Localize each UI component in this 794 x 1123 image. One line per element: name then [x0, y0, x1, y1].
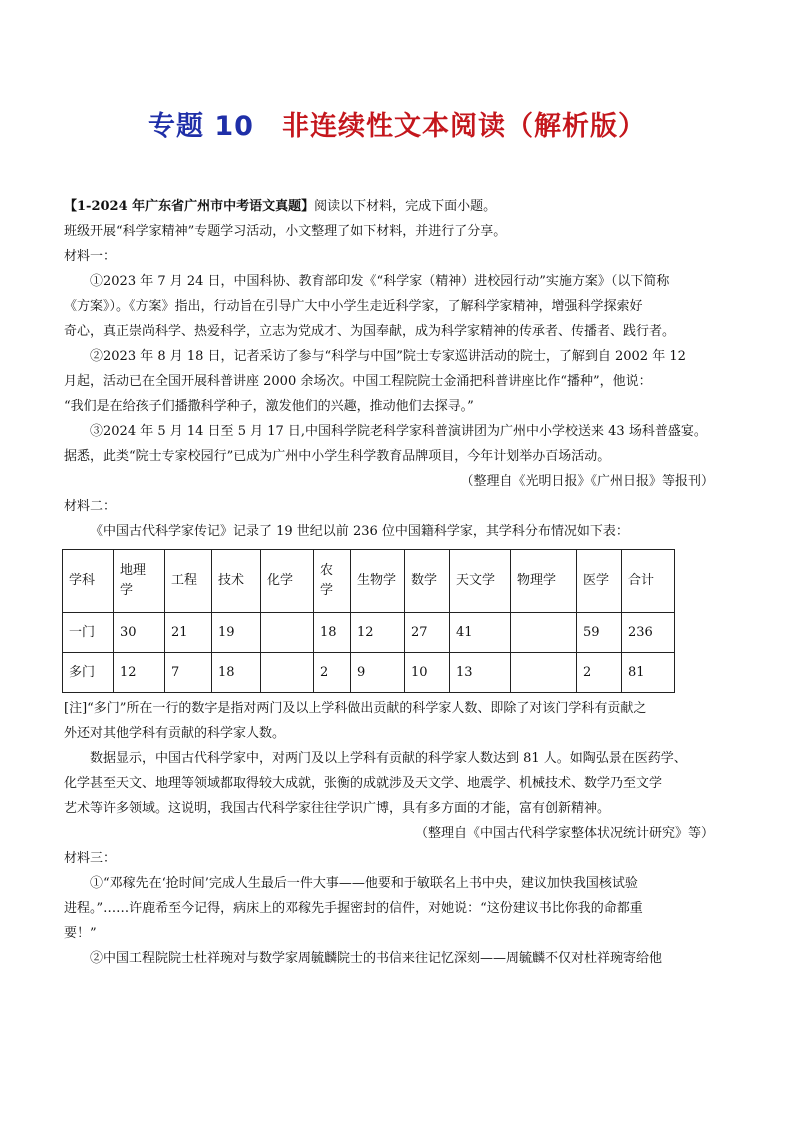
table-cell: 236 [622, 613, 675, 653]
table-cell: 13 [450, 653, 511, 693]
material2-line: 艺术等许多领域。这说明，我国古代科学家往往学识广博，具有多方面的才能，富有创新精神。 [64, 801, 611, 816]
material3-heading: 材料三： [64, 851, 117, 866]
material2-line: 化学甚至天文、地理等领域都取得较大成就，张衡的成就涉及天文学、地震学、机械技术、数学乃至文学 [64, 776, 663, 791]
table-cell: 41 [450, 613, 511, 653]
material3-line: ②中国工程院院士杜祥琬对与数学家周毓麟院士的书信来往记忆深刻——周毓麟不仅对杜祥琬寄给他 [90, 951, 663, 966]
table-cell: 21 [165, 613, 212, 653]
table-cell: 27 [405, 613, 450, 653]
material1-line: ①2023 年 7 月 24 日，中国科协、教育部印发《“科学家（精神）进校园行动”实施方案》（以下简称 [90, 274, 670, 289]
table-cell [261, 653, 314, 693]
activity-intro: 班级开展“科学家精神”专题学习活动，小文整理了如下材料，并进行了分享。 [64, 224, 507, 239]
discipline-distribution-table [62, 549, 675, 693]
material2-heading: 材料二： [64, 499, 117, 514]
table-cell: 19 [212, 613, 261, 653]
material1-line: 月起，活动已在全国开展科普讲座 2000 余场次。中国工程院院士金涌把科普讲座比作“播种”，他说： [64, 374, 652, 389]
table-cell: 一门 [63, 613, 114, 653]
table-row [63, 653, 675, 693]
material3-line: ①“邓稼先在‘抢时间’完成人生最后一件大事——他要和于敏联名上书中央，建议加快我国核试验 [90, 876, 638, 891]
document-body [64, 194, 720, 971]
table-cell: 多门 [63, 653, 114, 693]
question-source-tag: 【1-2024 年广东省广州市中考语文真题】 [64, 199, 315, 214]
table-header-cell: 工程 [165, 550, 212, 613]
material3-line: 要！” [64, 926, 97, 941]
table-header-row [63, 550, 675, 613]
table-cell: 2 [314, 653, 351, 693]
title-topic-name: 非连续性文本阅读（解析版） [281, 111, 646, 142]
table-header-cell: 地理学 [114, 550, 165, 613]
table-cell: 10 [405, 653, 450, 693]
table-row [63, 613, 675, 653]
material1-line: 据悉，此类“院士专家校园行”已成为广州中小学生科学教育品牌项目，今年计划举办百场活动。 [64, 449, 611, 464]
material2-source: （整理自《中国古代科学家整体状况统计研究》等） [414, 826, 714, 841]
table-header-cell: 生物学 [351, 550, 405, 613]
material2-intro: 《中国古代科学家传记》记录了 19 世纪以前 236 位中国籍科学家，其学科分布情况如下表： [90, 524, 629, 539]
table-cell: 12 [351, 613, 405, 653]
table-cell [511, 653, 577, 693]
table-header-cell: 学科 [63, 550, 114, 613]
table-cell: 18 [314, 613, 351, 653]
table-header-cell: 医学 [577, 550, 622, 613]
table-header-cell: 天文学 [450, 550, 511, 613]
question-instruction: 阅读以下材料，完成下面小题。 [314, 199, 497, 214]
table-header-cell: 农学 [314, 550, 351, 613]
table-header-cell: 合计 [622, 550, 675, 613]
table-note: [注]“多门”所在一行的数字是指对两门及以上学科做出贡献的科学家人数、即除了对该门学科有贡献之 [64, 701, 647, 716]
material2-line: 数据显示，中国古代科学家中，对两门及以上学科有贡献的科学家人数达到 81 人。如陶弘景在医药学、 [90, 751, 687, 766]
table-header-cell: 物理学 [511, 550, 577, 613]
material1-line: 奇心，真正崇尚科学、热爱科学，立志为党成才、为国奉献，成为科学家精神的传承者、传播者、践行者。 [64, 324, 676, 339]
table-header-cell: 数学 [405, 550, 450, 613]
material1-line: ②2023 年 8 月 18 日，记者采访了参与“科学与中国”院士专家巡讲活动的院士，了解到自 2002 年 12 [90, 349, 686, 364]
question-source-line [64, 194, 720, 219]
material1-line: 《方案》）。《方案》指出，行动旨在引导广大中小学生走近科学家，了解科学家精神，增强科学探索好 [64, 299, 643, 314]
table-cell [511, 613, 577, 653]
table-cell: 7 [165, 653, 212, 693]
table-header-cell: 技术 [212, 550, 261, 613]
table-note: 外还对其他学科有贡献的科学家人数。 [64, 726, 286, 741]
table-cell: 9 [351, 653, 405, 693]
material1-line: ③2024 年 5 月 14 日至 5 月 17 日,中国科学院老科学家科普演讲团为广州中小学校送来 43 场科普盛宴。 [90, 424, 707, 439]
table-cell: 59 [577, 613, 622, 653]
table-cell: 30 [114, 613, 165, 653]
title-topic-number: 专题 10 [148, 111, 254, 142]
material1-heading: 材料一： [64, 249, 117, 264]
table-cell: 12 [114, 653, 165, 693]
table-cell: 81 [622, 653, 675, 693]
table-cell [261, 613, 314, 653]
table-cell: 2 [577, 653, 622, 693]
material3-line: 进程。”……许鹿希至今记得，病床上的邓稼先手握密封的信件，对她说：“这份建议书比你我的命都重 [64, 901, 643, 916]
page-title [0, 104, 794, 143]
table-cell: 18 [212, 653, 261, 693]
material1-line: “我们是在给孩子们播撒科学种子，激发他们的兴趣，推动他们去探寻。” [64, 399, 474, 414]
material1-source: （整理自《光明日报》《广州日报》等报刊） [460, 474, 714, 489]
table-header-cell: 化学 [261, 550, 314, 613]
